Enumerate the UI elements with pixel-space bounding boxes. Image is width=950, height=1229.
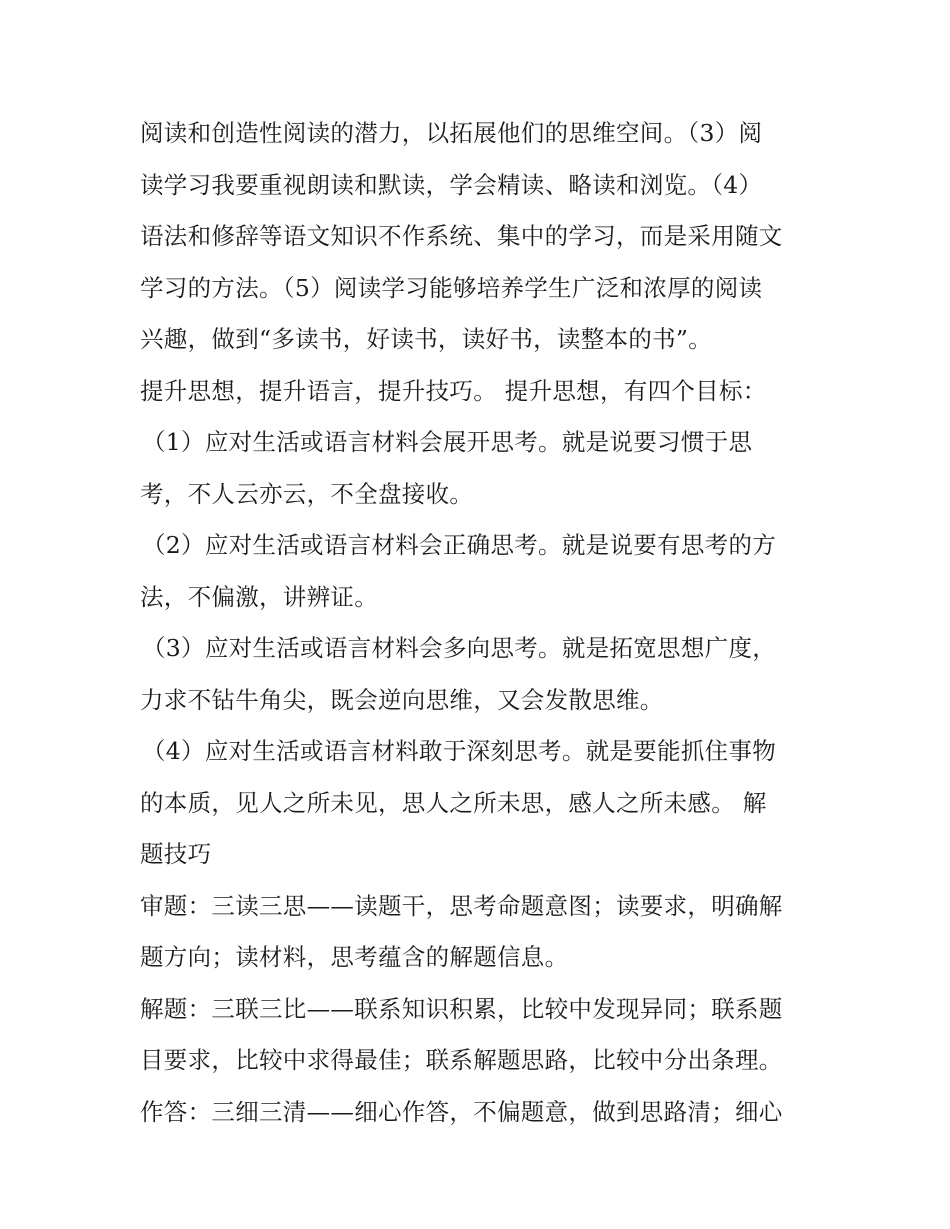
text-line: 法，不偏激，讲辨证。 [140,582,378,611]
body-text [140,108,820,1138]
text-line: （2）应对生活或语言材料会正确思考。就是说要有思考的方 [142,531,777,559]
text-line: 作答：三细三清——细心作答，不偏题意，做到思路清；细心 [140,1097,783,1126]
text-line: 题技巧 [140,840,212,868]
text-line: （4）应对生活或语言材料敢于深刻思考。就是要能抓住事物 [142,737,777,765]
text-line: 读学习我要重视朗读和默读，学会精读、略读和浏览。（4） [140,170,763,199]
text-line: 语法和修辞等语文知识不作系统、集中的学习，而是采用随文 [140,222,783,250]
text-line: 提升思想，提升语言，提升技巧。 提升思想，有四个目标： [140,376,767,405]
text-line: 力求不钻牛角尖，既会逆向思维，又会发散思维。 [140,685,664,714]
text-line: 阅读和创造性阅读的潜力，以拓展他们的思维空间。（3）阅 [140,119,763,147]
text-line: 学习的方法。（5）阅读学习能够培养学生广泛和浓厚的阅读 [140,273,763,302]
text-line: 解题：三联三比——联系知识积累，比较中发现异同；联系题 [140,994,783,1023]
text-line: 的本质，见人之所未见，思人之所未思，感人之所未感。 解 [140,788,767,817]
text-line: （3）应对生活或语言材料会多向思考。就是拓宽思想广度， [142,634,777,662]
text-line: 目要求，比较中求得最佳；联系解题思路，比较中分出条理。 [140,1046,783,1074]
text-line: 审题：三读三思——读题干，思考命题意图；读要求，明确解 [140,891,783,920]
text-line: 兴趣，做到“多读书，好读书，读好书，读整本的书”。 [140,325,713,353]
text-line: 考，不人云亦云，不全盘接收。 [140,479,474,508]
text-line: （1）应对生活或语言材料会展开思考。就是说要习惯于思 [142,428,753,456]
text-line: 题方向；读材料，思考蕴含的解题信息。 [140,943,569,971]
